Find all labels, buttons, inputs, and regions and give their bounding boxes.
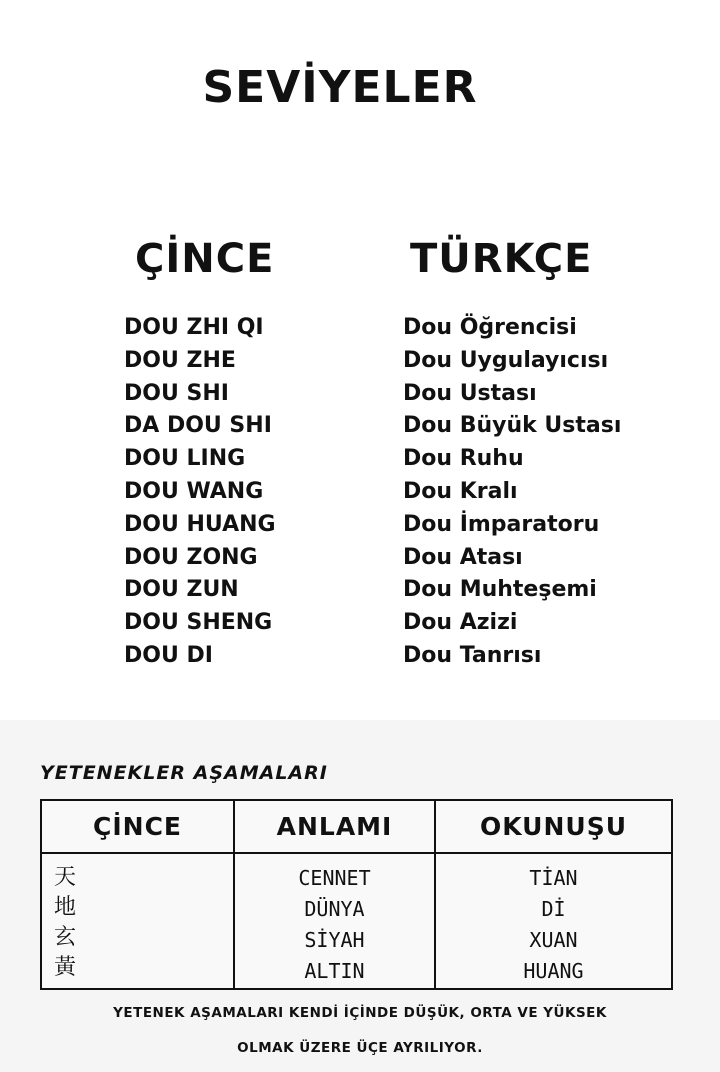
cince-levels-list — [124, 312, 276, 673]
list-item: DOU LING — [124, 446, 246, 472]
table-cell: TİAN — [529, 866, 578, 890]
list-item: DOU ZHI QI — [124, 315, 264, 340]
column-header-anlami: ANLAMI — [276, 812, 393, 841]
stages-note-line1: YETENEK AŞAMALARI KENDİ İÇİNDE DÜŞÜK, ORTA VE YÜKSEK — [113, 1005, 607, 1021]
list-item: Dou Öğrencisi — [403, 315, 577, 340]
hanzi-char: 黃 — [54, 955, 77, 980]
list-item: Dou Azizi — [403, 610, 518, 636]
table-cell: SİYAH — [304, 928, 365, 952]
list-item: Dou İmparatoru — [403, 511, 600, 537]
list-item: DOU ZONG — [124, 544, 258, 570]
list-item: Dou Uygulayıcısı — [403, 347, 609, 373]
list-item: DOU SHI — [124, 380, 229, 406]
header-turkce: TÜRKÇE — [410, 236, 593, 282]
turkce-levels-list — [403, 312, 621, 673]
list-item: DOU SHENG — [124, 610, 273, 636]
hanzi-char: 地 — [54, 895, 77, 920]
stages-table — [40, 799, 673, 990]
list-item: Dou Tanrısı — [403, 642, 542, 668]
table-cell: Dİ — [541, 897, 566, 921]
hanzi-column — [54, 863, 76, 983]
table-cell: HUANG — [523, 959, 584, 983]
list-item: DOU ZUN — [124, 577, 239, 603]
list-item: DOU ZHE — [124, 347, 236, 373]
table-cell: CENNET — [298, 866, 371, 890]
anlami-column — [235, 863, 434, 987]
stages-note-line2: OLMAK ÜZERE ÜÇE AYRILIYOR. — [237, 1040, 483, 1056]
list-item: Dou Büyük Ustası — [403, 413, 622, 439]
list-item: DOU HUANG — [124, 511, 276, 537]
header-cince: ÇİNCE — [135, 236, 275, 282]
list-item: DOU DI — [124, 642, 213, 668]
list-item: Dou Atası — [403, 544, 523, 570]
list-item: Dou Kralı — [403, 478, 518, 504]
table-cell: ALTIN — [304, 959, 365, 983]
list-item: DA DOU SHI — [124, 413, 272, 439]
table-divider — [42, 852, 671, 854]
list-item: Dou Ruhu — [403, 446, 524, 472]
table-cell: DÜNYA — [304, 897, 365, 921]
list-item: DOU WANG — [124, 478, 264, 504]
stages-section — [0, 720, 720, 1072]
column-header-cince: ÇİNCE — [93, 812, 182, 841]
stages-title: YETENEKLER AŞAMALARI — [40, 762, 328, 784]
list-item: Dou Muhteşemi — [403, 577, 597, 603]
okunusu-column — [436, 863, 671, 987]
page-title: SEVİYELER — [202, 62, 478, 113]
hanzi-char: 玄 — [54, 925, 77, 950]
table-cell: XUAN — [529, 928, 578, 952]
hanzi-char: 天 — [54, 865, 77, 890]
list-item: Dou Ustası — [403, 380, 537, 406]
column-header-okunusu: OKUNUŞU — [479, 812, 627, 841]
